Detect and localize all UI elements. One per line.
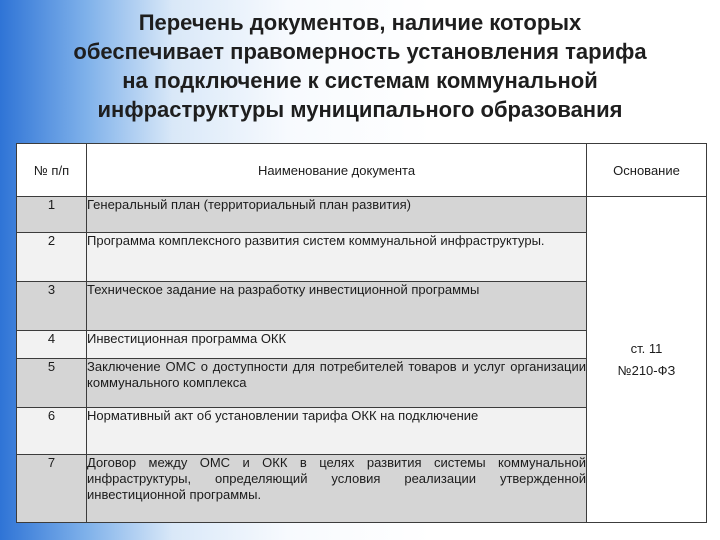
header-num: № п/п [17,144,87,197]
page-title: Перечень документов, наличие которых обеспечивает правомерность установления тарифа на подключение к системам коммунальной инфраструктуры муниципального образования [73,10,647,122]
row-name: Программа комплексного развития систем коммунальной инфраструктуры. [87,233,587,282]
basis-cell [587,197,707,523]
table-row [17,197,707,233]
row-name: Инвестиционная программа ОКК [87,331,587,359]
header-basis: Основание [587,144,707,197]
row-num: 7 [17,454,87,522]
row-num: 6 [17,407,87,454]
basis-article: ст. 11 [630,340,663,356]
row-num: 1 [17,197,87,233]
header-name: Наименование документа [87,144,587,197]
row-num: 3 [17,282,87,331]
row-name: Техническое задание на разработку инвестиционной программы [87,282,587,331]
documents-table [16,143,707,523]
row-name: Нормативный акт об установлении тарифа ОКК на подключение [87,407,587,454]
row-name: Договор между ОМС и ОКК в целях развития системы коммунальной инфраструктуры, определяющий условия реализации утвержденной инвестиционной программы. [87,454,587,522]
row-name: Генеральный план (территориальный план развития) [87,197,587,233]
table-header-row [17,144,707,197]
basis-law: №210-ФЗ [617,362,676,378]
row-name: Заключение ОМС о доступности для потребителей товаров и услуг организации коммунального комплекса [87,358,587,407]
row-num: 5 [17,358,87,407]
row-num: 2 [17,233,87,282]
row-num: 4 [17,331,87,359]
